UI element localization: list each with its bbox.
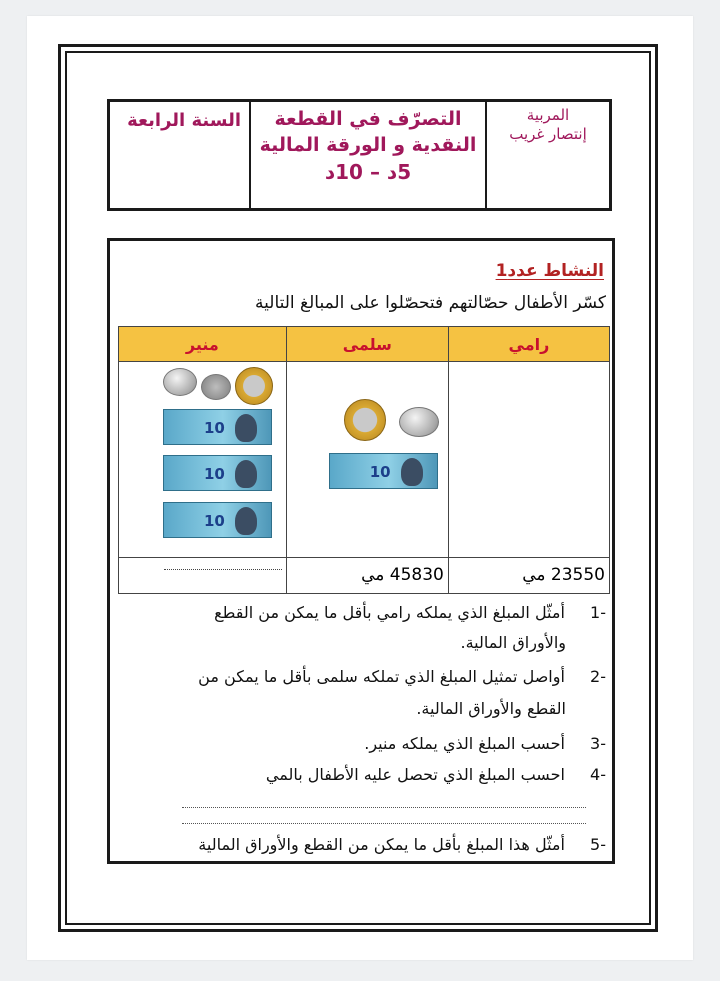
banknote-10-icon: 10: [163, 502, 272, 538]
amounts-table: [118, 326, 610, 594]
activity-box: [107, 238, 615, 864]
activity-title: النشاط عدد1: [495, 261, 604, 281]
rami-money-cell: [448, 362, 609, 557]
activity-intro: كسّر الأطفال حصّالتهم فتحصّلوا على المبالغ التالية: [255, 293, 606, 313]
banknote-10-icon: 10: [163, 455, 272, 491]
lesson-title-line1: التصرّف في القطعة: [274, 108, 462, 130]
coin-silver-icon: [163, 368, 197, 396]
teacher-name: إنتصار غريب: [509, 125, 587, 143]
lesson-title-cell: [249, 102, 485, 208]
column-header-salma: سلمى: [286, 327, 448, 362]
column-header-rami: رامي: [448, 327, 609, 362]
teacher-label: المربية: [526, 106, 570, 124]
grade-cell: [110, 102, 249, 208]
teacher-cell: [485, 102, 609, 208]
mounir-amount-blank[interactable]: [119, 557, 287, 593]
question-4: -4 احسب المبلغ الذي تحصل عليه الأطفال بالمي: [265, 765, 606, 784]
grade-label: السنة الرابعة: [127, 110, 241, 131]
answer-line[interactable]: [182, 807, 586, 808]
question-1-continued: والأوراق المالية.: [460, 633, 566, 652]
lesson-duration: 5د – 10د: [324, 160, 412, 184]
mounir-money-cell: [119, 362, 287, 557]
banknote-10-icon: 10: [163, 409, 272, 445]
salma-money-cell: [286, 362, 448, 557]
question-5: -5 أمثّل هذا المبلغ بأقل ما يمكن من القطع والأوراق المالية: [198, 835, 606, 854]
question-2-continued: القطع والأوراق المالية.: [416, 699, 566, 718]
table-header-row: [119, 327, 610, 362]
table-amounts-row: [119, 557, 610, 593]
salma-amount: 45830 مي: [286, 557, 448, 593]
coin-silver-icon: [201, 374, 231, 400]
table-images-row: [119, 362, 610, 557]
banknote-10-icon: 10: [329, 453, 438, 489]
question-1: -1 أمثّل المبلغ الذي يملكه رامي بأقل ما يمكن من القطع: [214, 603, 606, 622]
worksheet-header: [107, 99, 612, 211]
coin-silver-icon: [399, 407, 439, 437]
answer-line[interactable]: [182, 823, 586, 824]
coin-gold-icon: [235, 367, 273, 405]
question-3: -3 أحسب المبلغ الذي يملكه منير.: [364, 734, 606, 753]
lesson-title-line2: النقدية و الورقة المالية: [259, 134, 477, 156]
question-2: -2 أواصل تمثيل المبلغ الذي تملكه سلمى بأقل ما يمكن من: [198, 667, 606, 686]
column-header-mounir: منير: [119, 327, 287, 362]
coin-gold-icon: [344, 399, 386, 441]
rami-amount: 23550 مي: [448, 557, 609, 593]
